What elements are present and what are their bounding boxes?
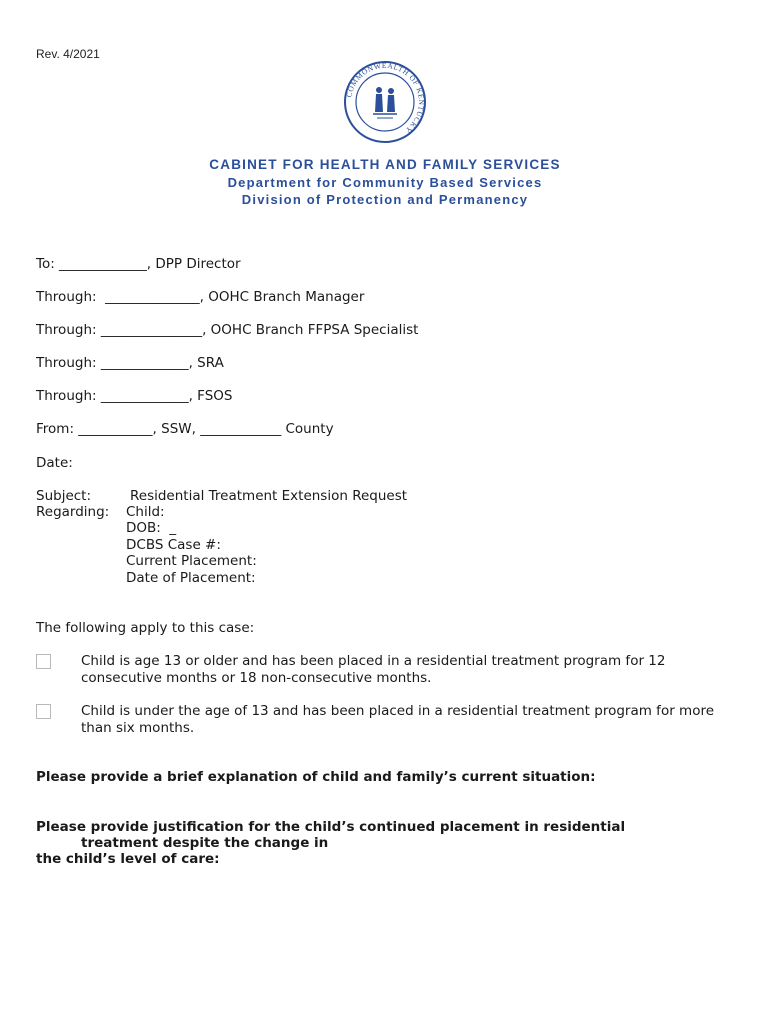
- kentucky-seal-logo: [343, 60, 427, 144]
- option-2-checkbox[interactable]: [36, 704, 51, 719]
- option-2-text: Child is under the age of 13 and has been placed in a residential treatment program for more than six months.: [81, 703, 715, 736]
- question-justification-line1: Please provide justification for the child’s continued placement in residential: [36, 819, 626, 835]
- division-title: Division of Protection and Permanency: [241, 192, 529, 207]
- department-title: Department for Community Based Services: [227, 175, 543, 190]
- regarding-current-placement: Current Placement:: [126, 553, 257, 569]
- apply-intro: The following apply to this case:: [36, 620, 255, 636]
- option-1-checkbox[interactable]: [36, 654, 51, 669]
- option-1-text: Child is age 13 or older and has been placed in a residential treatment program for 12 consecutive months or 18 non-consecutive months.: [81, 653, 666, 686]
- from-line: From: ___________, SSW, ____________ County: [36, 421, 334, 437]
- through-ffpsa-specialist-line: Through: _______________, OOHC Branch FFPSA Specialist: [36, 322, 419, 338]
- subject-label: Subject:: [36, 488, 92, 504]
- revision-label: Rev. 4/2021: [36, 47, 100, 61]
- date-line: Date:: [36, 455, 73, 471]
- question-justification-line3: the child’s level of care:: [36, 851, 220, 867]
- regarding-case-number: DCBS Case #:: [126, 537, 221, 553]
- to-line: To: _____________, DPP Director: [36, 256, 241, 272]
- through-sra-line: Through: _____________, SRA: [36, 355, 224, 371]
- regarding-dob: DOB: _: [126, 520, 177, 536]
- regarding-label: Regarding:: [36, 504, 110, 520]
- question-current-situation: Please provide a brief explanation of child and family’s current situation:: [36, 769, 596, 785]
- regarding-child: Child:: [126, 504, 165, 520]
- through-branch-manager-line: Through: ______________, OOHC Branch Manager: [36, 289, 365, 305]
- regarding-placement-date: Date of Placement:: [126, 570, 256, 586]
- subject-value: Residential Treatment Extension Request: [130, 488, 408, 504]
- agency-title: CABINET FOR HEALTH AND FAMILY SERVICES: [209, 157, 561, 172]
- through-fsos-line: Through: _____________, FSOS: [36, 388, 233, 404]
- question-justification-line2: treatment despite the change in: [81, 835, 329, 851]
- svg-text:COMMONWEALTH OF KENTUCKY: COMMONWEALTH OF KENTUCKY: [344, 60, 427, 136]
